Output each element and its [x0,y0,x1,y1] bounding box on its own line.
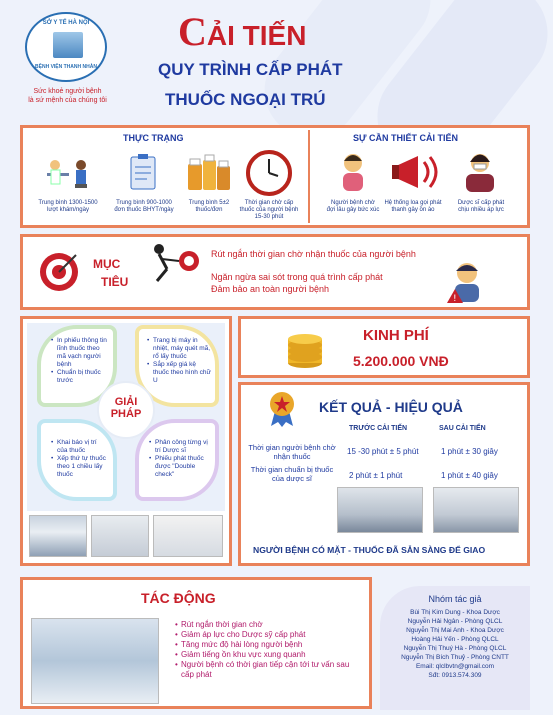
tac-dong-box [20,577,372,709]
coins-icon [285,327,325,371]
subtitle-line2: THUỐC NGOẠI TRÚ [165,90,326,109]
author-name: Nguyễn Thị Bích Thuỷ - Phòng CNTT [401,654,509,661]
impact-item: • Giảm tiếng ồn khu vực xung quanh [175,650,355,660]
pharmacist-icon [460,150,500,194]
thuc-trang-item-2: Trung bình 900-1000 đơn thuốc BHYT/ngày [114,200,174,213]
subtitle-line1: QUY TRÌNH CẤP PHÁT [158,60,343,79]
hospital-logo [25,12,107,82]
page-title [178,8,306,55]
prescription-icon [128,153,158,193]
impact-item: • Rút ngắn thời gian chờ [175,620,355,630]
angry-person-icon [336,151,370,193]
muc-tieu-line-2: Ngăn ngừa sai sót trong quá trình cấp phát [211,272,383,282]
thuc-trang-box [20,125,530,228]
worried-person-icon [443,259,493,305]
doctor-patient-icon [45,153,93,193]
solution-card-bottom-left [37,419,117,501]
megaphone-icon [390,152,442,192]
col-after-header: SAU CẢI TIẾN [439,425,486,432]
ket-qua-box [238,382,530,566]
award-ribbon-icon [267,391,297,427]
target-icon [38,251,80,293]
authors-panel [380,586,530,710]
before-photo [337,487,423,533]
logo-building-icon [53,32,83,58]
impact-item: • Người bệnh có thời gian tiếp cận tới tư vấn sau cấp phát [175,660,355,680]
solution-list-top-right [147,337,211,385]
solution-item: • Xếp thứ tự thuốc theo 1 chiều lấy thuốc [51,455,109,479]
result-row-1-after: 1 phút ± 30 giây [441,447,498,456]
kinh-phi-amount: 5.200.000 VNĐ [353,353,449,369]
kinh-phi-box [238,316,530,378]
thuc-trang-item-4: Thời gian chờ cấp thuốc của người bệnh 15-30 phút [239,200,299,220]
author-name: Nguyễn Hải Ngân - Phòng QLCL [407,618,503,625]
thuc-trang-item-3: Trung bình 5±2 thuốc/đơn [188,200,230,213]
su-can-thiet-item-1: Người bệnh chờ đợi lâu gây bức xúc [326,200,380,213]
author-name: Bùi Thị Kim Dung - Khoa Dược [410,609,500,616]
logo-text-top: SỞ Y TẾ HÀ NỘI [42,20,90,26]
solution-item: • Trang bị máy in nhiệt, máy quét mã, rổ lấy thuốc [147,337,211,361]
pharmacy-photo [29,515,87,557]
svg-text:!: ! [453,294,457,304]
logo-text-bottom: BỆNH VIỆN THANH NHÀN [35,64,97,70]
result-row-2-before: 2 phút ± 1 phút [349,471,403,480]
su-can-thiet-item-3: Dược sĩ cấp phát chịu nhiều áp lực [457,200,505,213]
title-big-c: C [178,9,207,54]
solution-card-bottom-right [135,419,219,501]
solution-list-top-left [51,337,109,385]
thuc-trang-item-1: Trung bình 1300-1500 lượt khám/ngày [38,200,98,213]
slogan-line1: Sức khoẻ người bệnh [33,88,102,95]
ket-qua-footer: NGƯỜI BỆNH CÓ MẶT - THUỐC ĐÃ SẴN SÀNG ĐỂ GIAO [253,545,486,555]
author-name: Hoàng Hải Yến - Phòng QLCL [411,636,499,643]
su-can-thiet-item-2: Hệ thống loa gọi phát thanh gây ồn ào [384,200,442,213]
result-row-1-label: Thời gian người bệnh chờ nhận thuốc [248,443,336,461]
result-row-2-after: 1 phút ± 40 giây [441,471,498,480]
muc-tieu-label-1: MỤC [93,257,121,271]
result-row-1-before: 15 -30 phút ± 5 phút [347,447,419,456]
slogan-line2: là sứ mệnh của chúng tôi [28,97,107,104]
giai-phap-center [97,381,155,439]
solution-item: • Phân công từng vị trí Dược sĩ [149,439,211,455]
runner-target-icon [145,241,200,285]
solution-item: • Sắp xếp giá kệ thuốc theo hình chữ U [147,361,211,385]
solution-item: • Phiếu phát thuốc được "Double check" [149,455,211,479]
author-name: Nguyễn Thị Mai Anh - Khoa Dược [406,627,504,634]
impact-item: • Giảm áp lực cho Dược sỹ cấp phát [175,630,355,640]
col-before-header: TRƯỚC CẢI TIẾN [349,425,408,432]
tac-dong-heading: TÁC ĐỘNG [141,590,216,606]
authors-phone: Sđt: 0913.574.309 [428,672,482,679]
clock-icon [245,149,293,197]
pharmacist-counter-photo [31,618,159,704]
after-photo [433,487,519,533]
giai-phap-label-1: GIẢI [114,396,138,408]
pharmacy-photo [153,515,223,557]
muc-tieu-box [20,234,530,310]
impact-item: • Tăng mức độ hài lòng người bệnh [175,640,355,650]
result-row-2-label: Thời gian chuẩn bị thuốc của dược sĩ [250,465,334,483]
authors-heading: Nhóm tác giả [428,594,482,604]
solution-item: • Khai báo vị trí của thuốc [51,439,109,455]
muc-tieu-line-3: Đảm bảo an toàn người bệnh [211,284,330,294]
medicine-bottles-icon [186,150,232,195]
kinh-phi-heading: KINH PHÍ [363,327,429,344]
thuc-trang-heading: THỰC TRẠNG [123,133,184,143]
section-divider [308,130,310,223]
solution-item: • Chuẩn bị thuốc trước [51,369,109,385]
solution-item: • In phiếu thông tin lĩnh thuốc theo mã vạch người bệnh [51,337,109,369]
giai-phap-label-2: PHÁP [110,408,142,420]
giai-phap-box [20,316,232,566]
ket-qua-heading: KẾT QUẢ - HIỆU QUẢ [319,399,463,415]
muc-tieu-label-2: TIÊU [101,275,129,289]
muc-tieu-line-1: Rút ngắn thời gian chờ nhận thuốc của người bệnh [211,249,416,259]
author-name: Nguyễn Thị Thuý Hà - Phòng QLCL [403,645,507,652]
pharmacy-photo [91,515,149,557]
authors-email: Email: qlclbvtn@gmail.com [415,663,495,670]
title-rest: ẢI TIẾN [206,20,307,51]
solution-list-bottom-left [51,439,109,479]
tac-dong-list [175,620,355,680]
su-can-thiet-heading: SỰ CẦN THIẾT CẢI TIẾN [353,133,458,143]
solution-list-bottom-right [149,439,211,479]
